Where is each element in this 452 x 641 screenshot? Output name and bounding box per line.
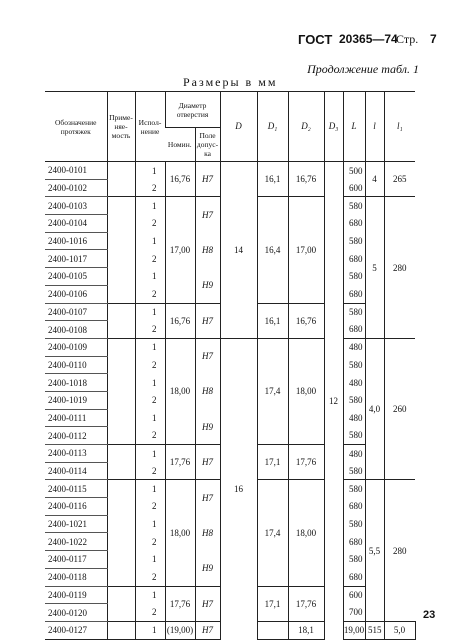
specification-table — [45, 91, 415, 640]
table-row: 2400-0109 — [45, 338, 107, 356]
table-row: 2400-0110 — [45, 356, 107, 374]
table-row: 2400-1018 — [45, 374, 107, 392]
table-row: 2400-1021 — [45, 515, 107, 533]
table-row: 2400-0116 — [45, 498, 107, 516]
table-row: 2400-0120 — [45, 604, 107, 622]
table-row: 2400-0108 — [45, 321, 107, 339]
page-word: Стр. — [396, 32, 419, 46]
standard-label: ГОСТ — [298, 32, 333, 47]
sizes-caption: Размеры в мм — [183, 75, 278, 89]
col-D2: D₂ — [288, 92, 324, 162]
standard-code: 20365—74 — [339, 32, 398, 46]
page-number-top: 7 — [430, 32, 437, 46]
table-row: 2400-0119 — [45, 586, 107, 604]
col-l: l — [365, 92, 384, 162]
table-row: 2400-0111 — [45, 409, 107, 427]
table-row: 2400-0101 — [45, 162, 107, 180]
col-applicability: Приме-няе-мость — [107, 92, 135, 162]
table-row: 2400-0113 — [45, 445, 107, 463]
col-execution: Испол-нение — [135, 92, 165, 162]
table-row: 2400-0115 — [45, 480, 107, 498]
col-D: D — [220, 92, 257, 162]
table-row: 2400-0105 — [45, 268, 107, 286]
col-l1: l₁ — [384, 92, 415, 162]
table-continuation: Продолжение табл. 1 — [307, 62, 419, 76]
col-designation: Обозначение протяжек — [45, 92, 107, 162]
page-number-bottom: 23 — [423, 609, 436, 621]
table-row: 2400-0127 — [45, 621, 107, 639]
table-row: 2400-0102 — [45, 179, 107, 197]
col-bore-diameter: Диаметр отверстия — [165, 92, 220, 128]
table-row: 2400-0114 — [45, 462, 107, 480]
col-D1: D₁ — [257, 92, 288, 162]
col-D3: D₃ — [324, 92, 343, 162]
col-nominal: Номин. — [165, 128, 195, 162]
table-row: 2400-0107 — [45, 303, 107, 321]
table-row: 2400-0118 — [45, 568, 107, 586]
table-row: 2400-1016 — [45, 232, 107, 250]
table-row: 2400-0106 — [45, 285, 107, 303]
table-row: 2400-0112 — [45, 427, 107, 445]
table-row: 2400-1022 — [45, 533, 107, 551]
col-tolerance: Поле допус-ка — [195, 128, 220, 162]
table-row: 2400-0103 — [45, 197, 107, 215]
table-row: 2400-1017 — [45, 250, 107, 268]
table-body: 2400-0101 1 16,76 H7 14 16,1 16,76 12 500 4 265 2400-0102 2 600 2400-0103 1 17,00 H7 16,4 17,00 580 5 280 2400-0104 2 680 2400-1016 1 H8 580 2400-1017 2 680 2400-0105 1 H9 580 2400-0106 2 680 2400-0107 1 16,76 H7 16,1 16,76 580 2400-0108 2 680 2400-0109 1 18,00 H7 16 17,4 18,00 480 4,0 260 2400-0110 2 580 2400-1018 1 H8 480 2400-1019 2 580 2400-0111 1 H9 480 2400-0112 2 580 2400-0113 1 17,76 H7 17,1 17,76 480 2400-0114 2 580 2400-0115 1 18,00 H7 17,4 18,00 580 5,5 280 2400-0116 2 680 2400-1021 1 H8 580 2400-1022 2 680 2400-0117 1 H9 580 2400-0118 2 680 2400-0119 1 17,76 H7 17,1 17,76 600 2400-0120 2 700 2400-0127 1 (19,00) H7 18,1 19,00 515 5,0 — [45, 162, 415, 640]
table-row: 2400-0117 — [45, 551, 107, 569]
table-row: 2400-0104 — [45, 215, 107, 233]
col-L: L — [343, 92, 365, 162]
table-row: 2400-1019 — [45, 391, 107, 409]
